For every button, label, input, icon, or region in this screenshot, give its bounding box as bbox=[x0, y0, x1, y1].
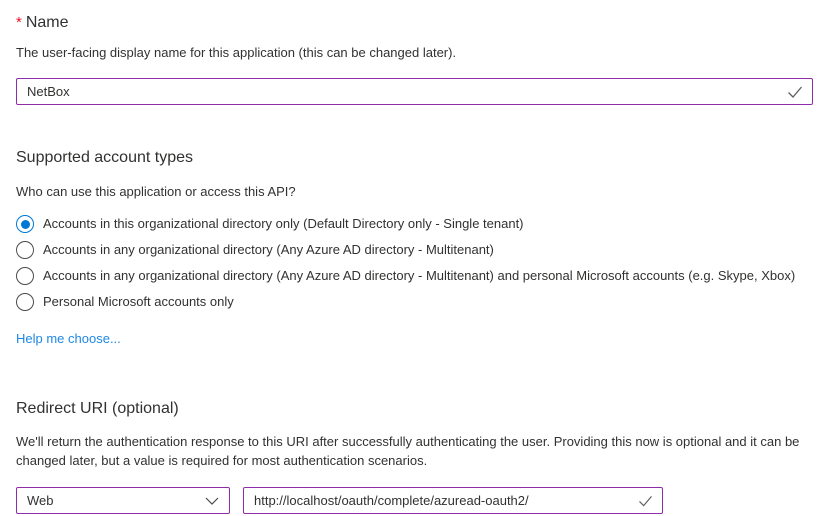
radio-option-single-tenant[interactable] bbox=[16, 211, 813, 237]
redirect-uri-input[interactable] bbox=[243, 487, 663, 514]
radio-icon[interactable] bbox=[16, 241, 34, 259]
account-types-radio-group bbox=[16, 211, 813, 315]
radio-icon[interactable] bbox=[16, 267, 34, 285]
account-types-title: Supported account types bbox=[16, 149, 194, 166]
radio-option-label: Accounts in this organizational directory only (Default Directory only - Single tenant) bbox=[43, 216, 524, 231]
valid-check-icon bbox=[787, 85, 803, 98]
redirect-uri-description: We'll return the authentication response to this URI after successfully authenticating the user. Providing this now is optional and it can be changed later, but a value is required for most authentication scenarios. bbox=[16, 434, 800, 468]
help-me-choose-link[interactable]: Help me choose... bbox=[16, 331, 121, 346]
name-section bbox=[16, 12, 813, 105]
radio-icon[interactable] bbox=[16, 293, 34, 311]
required-asterisk: * bbox=[16, 14, 22, 31]
radio-option-label: Accounts in any organizational directory (Any Azure AD directory - Multitenant) bbox=[43, 242, 494, 257]
radio-option-label: Personal Microsoft accounts only bbox=[43, 294, 234, 309]
platform-select-value: Web bbox=[27, 493, 54, 508]
name-section-title bbox=[16, 12, 813, 34]
chevron-down-icon bbox=[205, 497, 219, 505]
name-input-value: NetBox bbox=[27, 84, 70, 99]
radio-option-label: Accounts in any organizational directory (Any Azure AD directory - Multitenant) and personal Microsoft accounts (e.g. Skype, Xbox) bbox=[43, 268, 796, 283]
radio-option-multitenant-personal[interactable] bbox=[16, 263, 813, 289]
redirect-uri-row bbox=[16, 487, 813, 514]
redirect-uri-title: Redirect URI (optional) bbox=[16, 400, 179, 417]
name-description: The user-facing display name for this application (this can be changed later). bbox=[16, 45, 457, 60]
account-types-section bbox=[16, 147, 813, 348]
valid-check-icon bbox=[638, 495, 653, 507]
redirect-uri-value: http://localhost/oauth/complete/azuread-oauth2/ bbox=[254, 493, 529, 508]
radio-option-personal-only[interactable] bbox=[16, 289, 813, 315]
platform-select-dropdown[interactable] bbox=[16, 487, 230, 514]
radio-icon[interactable] bbox=[16, 215, 34, 233]
name-input[interactable] bbox=[16, 78, 813, 105]
account-types-question: Who can use this application or access this API? bbox=[16, 184, 296, 199]
redirect-uri-section bbox=[16, 398, 813, 514]
radio-option-multitenant[interactable] bbox=[16, 237, 813, 263]
name-title-text: Name bbox=[25, 14, 69, 31]
